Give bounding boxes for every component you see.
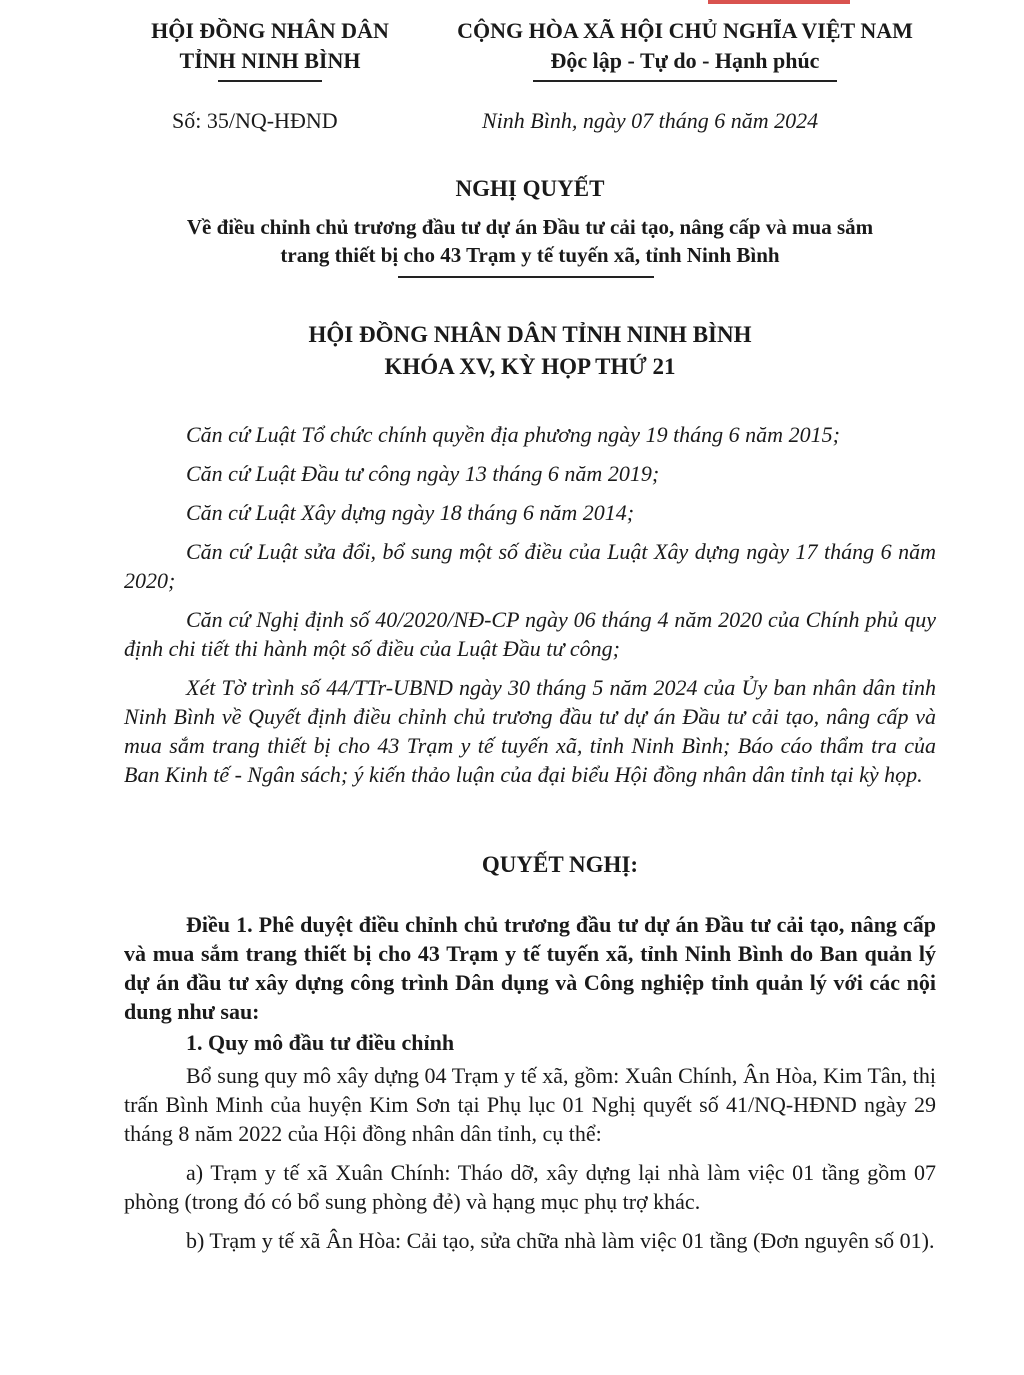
- place-date: Ninh Bình, ngày 07 tháng 6 năm 2024: [482, 108, 819, 133]
- issuer-name: HỘI ĐỒNG NHÂN DÂN: [151, 18, 389, 43]
- basis-item: Căn cứ Luật Tổ chức chính quyền địa phương ngày 19 tháng 6 năm 2015;: [186, 422, 840, 447]
- basis-item: Căn cứ Luật sửa đổi, bổ sung một số điều của Luật Xây dựng ngày 17 tháng 6 năm 2020;: [124, 539, 936, 593]
- decision-body: [124, 910, 936, 1255]
- motto-underline: [533, 80, 837, 82]
- basis-item: Căn cứ Luật Xây dựng ngày 18 tháng 6 năm 2014;: [186, 500, 635, 525]
- subject-line-2: trang thiết bị cho 43 Trạm y tế tuyến xã, tỉnh Ninh Bình: [280, 243, 780, 267]
- basis-item: Xét Tờ trình số 44/TTr-UBND ngày 30 tháng 5 năm 2024 của Ủy ban nhân dân tỉnh Ninh Bình về Quyết định điều chỉnh chủ trương đầu tư dự án Đầu tư cải tạo, nâng cấp và mua sắm trang thiết bị cho 43 Trạm y tế tuyến xã, tỉnh Ninh Bình; Báo cáo thẩm tra của Ban Kinh tế - Ngân sách; ý kiến thảo luận của đại biểu Hội đồng nhân dân tỉnh tại kỳ họp.: [124, 675, 936, 787]
- document-number: Số: 35/NQ-HĐND: [172, 108, 338, 133]
- document-type: NGHỊ QUYẾT: [455, 176, 605, 201]
- decision-heading: QUYẾT NGHỊ:: [481, 852, 639, 877]
- basis-item: Căn cứ Luật Đầu tư công ngày 13 tháng 6 năm 2019;: [186, 461, 660, 486]
- item-a: a) Trạm y tế xã Xuân Chính: Tháo dỡ, xây dựng lại nhà làm việc 01 tầng gồm 07 phòng (trong đó có bổ sung phòng đẻ) và hạng mục phụ trợ khác.: [124, 1160, 936, 1214]
- subject-line-1: Về điều chỉnh chủ trương đầu tư dự án Đầu tư cải tạo, nâng cấp và mua sắm: [186, 215, 874, 239]
- council-session: KHÓA XV, KỲ HỌP THỨ 21: [384, 354, 676, 379]
- basis-item: Căn cứ Nghị định số 40/2020/NĐ-CP ngày 06 tháng 4 năm 2020 của Chính phủ quy định chi tiết thi hành một số điều của Luật Đầu tư công;: [124, 607, 936, 661]
- section-1-heading: 1. Quy mô đầu tư điều chỉnh: [186, 1030, 455, 1055]
- red-stamp-edge: [708, 0, 850, 4]
- article-1: Điều 1. Phê duyệt điều chỉnh chủ trương đầu tư dự án Đầu tư cải tạo, nâng cấp và mua sắm trang thiết bị cho 43 Trạm y tế tuyến xã, tỉnh Ninh Bình do Ban quản lý dự án đầu tư xây dựng công trình Dân dụng và Công nghiệp tỉnh quản lý với các nội dung như sau:: [124, 912, 936, 1024]
- title-underline: [398, 276, 654, 278]
- section-1-body: Bổ sung quy mô xây dựng 04 Trạm y tế xã, gồm: Xuân Chính, Ân Hòa, Kim Tân, thị trấn Bình Minh của huyện Kim Sơn tại Phụ lục 01 Nghị quyết số 41/NQ-HĐND ngày 29 tháng 8 năm 2022 của Hội đồng nhân dân tỉnh, cụ thể:: [124, 1063, 936, 1146]
- issuer-underline: [218, 80, 322, 82]
- legal-bases: [124, 420, 936, 789]
- national-motto: Độc lập - Tự do - Hạnh phúc: [550, 48, 820, 73]
- issuer-province: TỈNH NINH BÌNH: [179, 48, 361, 73]
- item-b: b) Trạm y tế xã Ân Hòa: Cải tạo, sửa chữa nhà làm việc 01 tầng (Đơn nguyên số 01).: [186, 1228, 935, 1253]
- national-title: CỘNG HÒA XÃ HỘI CHỦ NGHĨA VIỆT NAM: [457, 18, 913, 43]
- council-name: HỘI ĐỒNG NHÂN DÂN TỈNH NINH BÌNH: [308, 322, 752, 347]
